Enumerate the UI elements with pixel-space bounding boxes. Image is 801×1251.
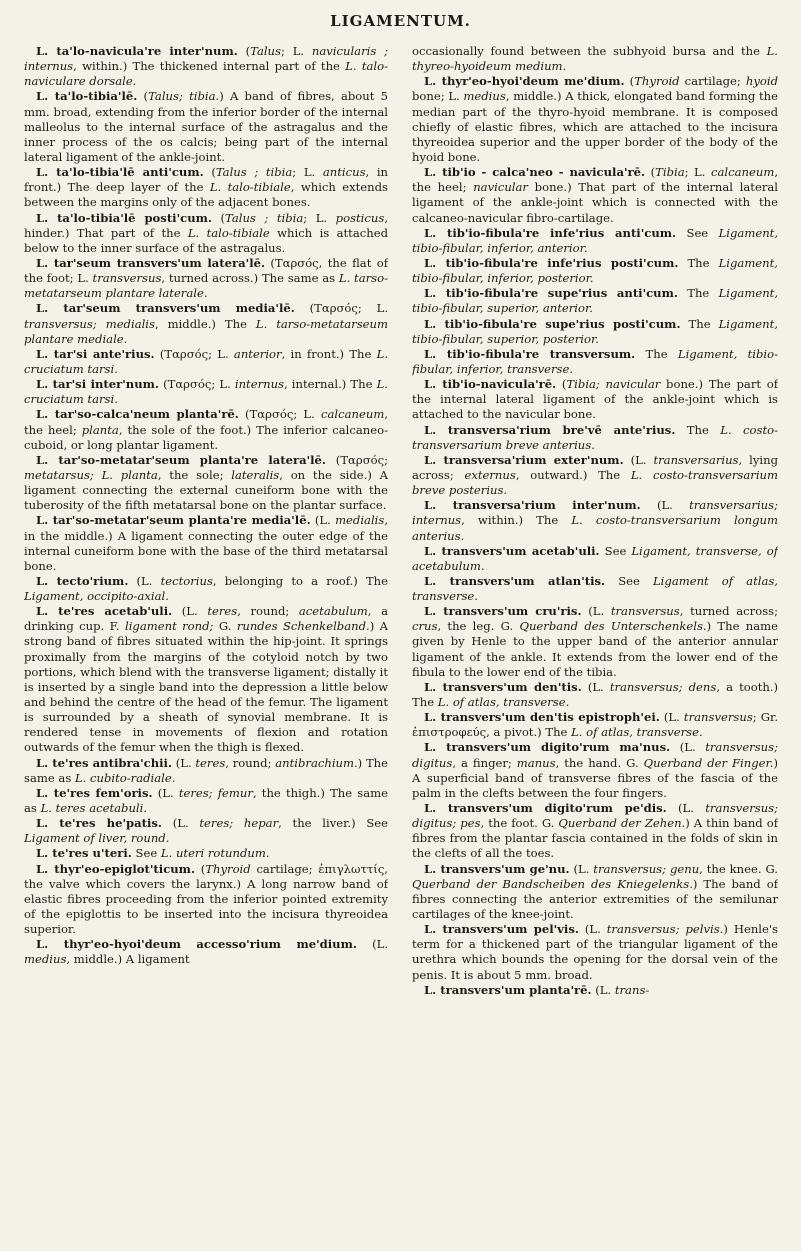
entry-headword: L. tib'io - calca'neo - navicula'rē.: [424, 165, 646, 180]
entry-italic-text: teres; hepar: [199, 816, 279, 831]
dictionary-entry: [412, 74, 778, 165]
dictionary-entry: [24, 44, 388, 89]
entry-text: , internal.) The: [284, 377, 377, 392]
entry-headword: L. ta'lo-tibia'lē posti'cum.: [36, 210, 212, 225]
entry-headword: L. tecto'rium.: [36, 573, 129, 588]
dictionary-entry: [412, 453, 778, 498]
entry-italic-text: Talus ; tibia: [215, 165, 293, 180]
entry-text: bone.) The part of the internal lateral ligament of the ankle-joint which is attached to the navicular bone.: [412, 377, 778, 422]
entry-italic-text: Ligament of liver, round.: [24, 831, 170, 846]
dictionary-entry: [412, 801, 778, 862]
entry-text: (: [245, 44, 251, 58]
entry-text: ) The band of fibres connecting the anterior extremities of the semilunar cartilages of the knee-joint.: [412, 876, 778, 922]
entry-italic-text: Thyroid: [205, 861, 251, 876]
entry-italic-text: Thyroid: [634, 74, 680, 89]
entry-headword: L. tib'io-fibula're transversum.: [424, 346, 636, 361]
entry-italic-text: teres; femur: [178, 785, 253, 800]
entry-headword: L. transvers'um planta'rē.: [424, 982, 592, 997]
entry-text: , a tooth.) The: [412, 679, 778, 710]
entry-italic-text: Ligament, tibio-fibular, inferior, anterior.: [412, 225, 778, 255]
entry-text: See: [604, 543, 632, 558]
entry-italic-text: L. cruciatum tarsi.: [24, 346, 388, 376]
entry-headword: L. tib'io-fibula're infe'rius posti'cum.: [424, 255, 679, 270]
entry-text: occasionally found between the subhyoid bursa and the: [412, 44, 767, 58]
entry-italic-text: Ligament, occipito-axial.: [24, 589, 169, 604]
dictionary-entry: [24, 89, 388, 165]
entry-italic-text: L. tarso-metatarseum plantare mediale.: [24, 316, 388, 346]
entry-italic-text: L. costo-transversarium breve posterius.: [412, 467, 778, 498]
entry-text: ; L.: [280, 44, 312, 58]
entry-text: (L.: [679, 740, 706, 755]
entry-italic-text: anterior: [233, 346, 282, 361]
entry-headword: L. ta'lo-navicula're inter'num.: [36, 44, 238, 58]
entry-text: (: [200, 861, 206, 876]
entry-italic-text: transversarius: [653, 452, 739, 467]
entry-text: See: [135, 846, 161, 861]
entry-italic-text: L. uteri rotundum.: [160, 846, 270, 861]
entry-headword: L. tib'io-fibula're infe'rius anti'cum.: [424, 225, 677, 240]
dictionary-entry: [24, 256, 388, 301]
entry-italic-text: Talus; tibia.: [148, 89, 220, 104]
dictionary-entry: [24, 862, 388, 938]
entry-text: , the heel;: [412, 165, 778, 195]
entry-italic-text: teres: [195, 755, 226, 770]
entry-text: , within.) The thickened internal part of the: [73, 59, 346, 74]
entry-text: , belonging to a roof.) The: [212, 573, 388, 588]
entry-italic-text: L. cubito-radiale.: [74, 770, 176, 785]
entry-headword: L. transvers'um den'tis epistroph'ei.: [424, 710, 660, 725]
entry-italic-text: Querband der Zehen.: [558, 816, 686, 831]
entry-text: (L.: [181, 604, 208, 619]
entry-text: The: [687, 255, 719, 270]
entry-text: (L.: [678, 801, 706, 816]
dictionary-entry: [412, 922, 778, 983]
entry-text: , outward.) The: [515, 467, 631, 482]
entry-italic-text: L. cruciatum tarsi.: [24, 377, 388, 407]
dictionary-entry: [412, 347, 778, 377]
entry-italic-text: trans-: [614, 982, 650, 997]
entry-text: , round;: [237, 604, 299, 619]
entry-text: , the sole;: [157, 467, 232, 482]
entry-text: cartilage;: [679, 74, 746, 89]
entry-italic-text: planta: [81, 422, 119, 437]
entry-text: (L.: [175, 755, 196, 770]
dictionary-entry: [412, 317, 778, 347]
entry-text: (L.: [172, 816, 200, 831]
entry-italic-text: navicular: [473, 180, 528, 195]
entry-text: (L.: [372, 937, 388, 952]
entry-headword: L. tar'si inter'num.: [36, 377, 159, 392]
entry-italic-text: metatarsus; L. planta: [24, 467, 158, 482]
entry-text: , round;: [225, 755, 276, 770]
entry-headword: L. tar'so-metatar'seum planta're media'lē.: [36, 513, 311, 528]
entry-text: , in front.) The deep layer of the: [24, 165, 388, 195]
dictionary-entry: [24, 513, 388, 574]
entry-italic-text: hyoid: [745, 74, 778, 89]
entry-text: The: [645, 346, 678, 361]
entry-italic-text: transversus; digitus: [412, 740, 778, 770]
entry-text: ) A band of fibres, about 5 mm. broad, extending from the inferior border of the internal malleolus to the internal surface of the astragalus and the inner process of the os calcis; being part of the internal lateral ligament of the ankle-joint.: [24, 89, 388, 164]
entry-headword: L. te'res he'patis.: [36, 816, 162, 831]
entry-text: , a finger;: [452, 755, 517, 770]
dictionary-entry: [412, 604, 778, 680]
entry-italic-text: Tibia; navicular: [566, 377, 661, 392]
entry-headword: L. transversa'rium bre'vē ante'rius.: [424, 422, 676, 437]
entry-italic-text: acetabulum: [298, 604, 368, 619]
entry-italic-text: Tibia: [655, 165, 685, 180]
entry-text: (L.: [573, 861, 594, 876]
right-column: [412, 44, 778, 1244]
dictionary-entry: [24, 937, 388, 967]
entry-italic-text: L. teres acetabuli.: [40, 801, 148, 816]
entry-text: , the heel;: [24, 407, 388, 437]
entry-italic-text: transversus; genu: [593, 861, 700, 876]
entry-headword: L. tar'seum transvers'um latera'lē.: [36, 255, 266, 270]
entry-italic-text: Ligament of atlas, transverse.: [412, 573, 778, 604]
entry-text: The: [687, 286, 719, 301]
entry-italic-text: ligament rond;: [125, 619, 214, 634]
entry-italic-text: Querband der Finger.: [643, 755, 774, 770]
left-column: [24, 44, 388, 1244]
entry-italic-text: Ligament, tibio-fibular, inferior, posterior.: [412, 255, 778, 286]
entry-text: , middle.) A ligament: [66, 952, 190, 967]
entry-italic-text: calcaneum: [711, 165, 775, 180]
entry-headword: L. tib'io-fibula're supe'rius anti'cum.: [424, 286, 678, 301]
entry-italic-text: transversarius; internus: [412, 498, 778, 528]
entry-italic-text: Talus: [250, 44, 281, 58]
entry-italic-text: Ligament, tibio-fibular, superior, anterior.: [412, 286, 778, 316]
entry-text: (Ταρσός;: [335, 452, 388, 467]
dictionary-entry: [24, 846, 388, 861]
entry-headword: L. transvers'um digito'rum ma'nus.: [424, 740, 671, 755]
dictionary-entry: [24, 407, 388, 452]
dictionary-entry: [412, 680, 778, 710]
entry-headword: L. tar'so-metatar'seum planta're latera'lē.: [36, 452, 326, 467]
dictionary-entry: [24, 301, 388, 346]
entry-italic-text: L. thyreo-hyoideum medium.: [412, 44, 778, 74]
entry-italic-text: Ligament, tibio-fibular, superior, posterior.: [412, 316, 778, 346]
entry-headword: L. tib'io-navicula'rē.: [424, 377, 557, 392]
entry-text: , middle.) A thick, elongated band forming the median part of the thyro-hyoid membrane. It is composed chiefly of elastic fibres, which are attached to the incisura thyreoidea superior and the upper border of the body of the hyoid bone.: [412, 89, 778, 164]
entry-italic-text: posticus: [335, 210, 385, 225]
entry-italic-text: externus: [464, 467, 516, 482]
entry-text: (L.: [587, 679, 610, 694]
dictionary-entry: [24, 165, 388, 210]
entry-text: , on the side.) A ligament connecting the external cuneiform bone with the tuberosity of the fifth metatarsal bone on the plantar surface.: [24, 467, 388, 513]
entry-text: , the liver.) See: [278, 816, 388, 831]
entry-text: (: [561, 377, 567, 392]
entry-headword: L. te'res u'teri.: [36, 846, 132, 861]
entry-italic-text: L. tarso-metatarseum plantare laterale.: [24, 271, 388, 301]
entry-headword: L. thyr'eo-hyoi'deum me'dium.: [424, 74, 625, 89]
entry-text: (L.: [656, 498, 690, 513]
entry-text: (L.: [136, 573, 161, 588]
entry-italic-text: L. talo-tibiale: [209, 180, 291, 195]
entry-text: (Ταρσός; L.: [309, 301, 388, 316]
entry-text: ) A thin band of fibres from the plantar fascia contained in the folds of skin in the clefts of all the toes.: [412, 816, 778, 861]
dictionary-entry: [24, 786, 388, 816]
entry-text: See: [686, 225, 719, 240]
entry-text: ) The name given by Henle to the upper band of the anterior annular ligament of the ankle. It extends from the lower end of the fibula to the lower end of the tibia.: [412, 619, 778, 679]
entry-text: , within.) The: [461, 513, 572, 528]
entry-text: (L.: [588, 604, 611, 619]
entry-headword: L. transvers'um digito'rum pe'dis.: [424, 801, 667, 816]
entry-text: ; L.: [303, 210, 336, 225]
entry-headword: L. te'res antibra'chii.: [36, 755, 172, 770]
entry-italic-text: Querband des Unterschenkels.: [519, 619, 707, 634]
dictionary-entry: [24, 453, 388, 514]
entry-italic-text: transversus: [92, 271, 162, 286]
entry-italic-text: medius: [24, 952, 67, 967]
dictionary-entry: [412, 423, 778, 453]
entry-text: ; Gr. ἐπιστροφεύς, a pivot.) The: [412, 710, 778, 740]
entry-text: , the knee. G.: [699, 861, 778, 876]
entry-italic-text: teres: [207, 604, 238, 619]
entry-text: (: [220, 210, 225, 225]
entry-italic-text: navicularis ; internus: [24, 44, 388, 74]
entry-headword: L. te'res acetab'uli.: [36, 604, 173, 619]
dictionary-entry: [412, 862, 778, 923]
dictionary-entry: [412, 574, 778, 604]
entry-italic-text: transversus; dens: [609, 679, 717, 694]
entry-headword: L. tar'seum transvers'um media'lē.: [36, 301, 295, 316]
entry-headword: L. transvers'um den'tis.: [424, 679, 582, 694]
entry-text: ) The same as: [24, 755, 388, 785]
dictionary-entry: [412, 165, 778, 226]
entry-text: ) Henle's term for a thickened part of the triangular ligament of the urethra which bounds the opening for the dorsal vein of the penis. It is about 5 mm. broad.: [412, 922, 778, 982]
entry-italic-text: anticus: [322, 165, 366, 180]
entry-headword: L. transversa'rium inter'num.: [424, 498, 641, 513]
entry-text: ) A superficial band of transverse fibres of the fascia of the palm in the clefts between the four fingers.: [412, 755, 778, 800]
entry-headword: L. thyr'eo-hyoi'deum accesso'rium me'dium.: [36, 937, 357, 952]
entry-text: , turned across.) The same as: [161, 271, 339, 286]
entry-italic-text: Ligament, tibio-fibular, inferior, transverse.: [412, 346, 778, 376]
entry-text: , the leg. G.: [437, 619, 520, 634]
entry-text: The: [686, 422, 721, 437]
entry-italic-text: transversus; digitus; pes: [412, 801, 778, 831]
entry-text: (L.: [663, 710, 684, 725]
entry-italic-text: Talus ; tibia: [225, 210, 304, 225]
entry-italic-text: transversus: [683, 710, 753, 725]
entry-text: (Ταρσός; L.: [159, 346, 234, 361]
entry-headword: L. ta'lo-tibia'lē.: [36, 89, 138, 104]
entry-text: (: [211, 165, 216, 180]
entry-italic-text: L. talo-naviculare dorsale.: [24, 59, 388, 89]
entry-text: (L.: [584, 922, 607, 937]
entry-text: ) A strong band of fibres situated within the hip-joint. It springs proximally from the margins of the cotyloid notch by two portions, which blend with the transverse ligament; distally it is inserted by a single band into the depression a little below and behind the centre of the head of the femur. The ligament is surrounded by a sheath of synovial membrane. It is rendered tense in movements of flexion and rotation outwards of the femur when the thigh is flexed.: [24, 619, 388, 755]
entry-text: (: [650, 165, 656, 180]
entry-italic-text: medialis: [335, 513, 385, 528]
entry-text: (L.: [595, 982, 615, 997]
entry-headword: L. transvers'um cru'ris.: [424, 604, 582, 619]
entry-headword: L. tib'io-fibula're supe'rius posti'cum.: [424, 316, 681, 331]
entry-italic-text: rundes Schenkelband.: [236, 619, 370, 634]
dictionary-entry: [412, 983, 778, 998]
dictionary-entry: [24, 756, 388, 786]
entry-italic-text: L. talo-tibiale: [187, 225, 270, 240]
running-head: LIGAMENTUM.: [330, 12, 471, 30]
entry-italic-text: internus: [234, 377, 284, 392]
entry-italic-text: manus: [516, 755, 556, 770]
entry-text: (Ταρσός; L.: [245, 407, 321, 422]
entry-text: , middle.) The: [154, 316, 256, 331]
entry-text: The: [688, 316, 719, 331]
entry-text: , in front.) The: [281, 346, 377, 361]
entry-italic-text: Ligament, transverse, of acetabulum.: [412, 543, 778, 573]
entry-text: bone; L.: [412, 89, 464, 104]
entry-italic-text: L. of atlas, transverse.: [437, 695, 570, 710]
dictionary-entry: [412, 226, 778, 256]
entry-text: , the thigh.) The same as: [24, 785, 388, 816]
dictionary-entry: [412, 710, 778, 740]
entry-text: , turned across;: [679, 604, 778, 619]
dictionary-entry: [412, 544, 778, 574]
entry-text: G.: [213, 619, 237, 634]
entry-italic-text: transversus: [610, 604, 680, 619]
entry-text: (L.: [314, 513, 336, 528]
dictionary-entry: [412, 44, 778, 74]
entry-text: See: [618, 573, 653, 588]
entry-italic-text: crus: [412, 619, 438, 634]
dictionary-entry: [412, 256, 778, 286]
entry-headword: L. te'res fem'oris.: [36, 785, 153, 800]
entry-italic-text: transversus; medialis: [24, 316, 155, 331]
dictionary-entry: [412, 740, 778, 801]
dictionary-entry: [24, 574, 388, 604]
entry-text: (Ταρσός; L.: [163, 377, 235, 392]
dictionary-entry: [412, 286, 778, 316]
dictionary-entry: [24, 816, 388, 846]
entry-headword: L. transvers'um acetab'uli.: [424, 543, 600, 558]
entry-text: (L.: [630, 452, 654, 467]
entry-text: , in the middle.) A ligament connecting the outer edge of the internal cuneiform bone with the base of the third metatarsal bone.: [24, 513, 388, 573]
entry-text: , the sole of the foot.) The inferior calcaneo-cuboid, or long plantar ligament.: [24, 422, 388, 452]
entry-text: ; L.: [684, 165, 711, 180]
entry-headword: L. ta'lo-tibia'lē anti'cum.: [36, 165, 204, 180]
dictionary-entry: [24, 347, 388, 377]
entry-headword: L. tar'so-calca'neum planta'rē.: [36, 407, 239, 422]
entry-headword: L. thyr'eo-epiglot'ticum.: [36, 861, 195, 876]
dictionary-entry: [24, 377, 388, 407]
entry-italic-text: Querband der Bandscheiben des Kniegelenks.: [412, 876, 693, 891]
dictionary-entry: [24, 604, 388, 755]
entry-text: , the hand. G.: [555, 755, 644, 770]
entry-text: (L.: [157, 785, 179, 800]
entry-headword: L. transversa'rium exter'num.: [424, 452, 624, 467]
entry-text: (: [143, 89, 149, 104]
dictionary-entry: [412, 377, 778, 422]
entry-italic-text: L. costo-transversarium longum anterius.: [412, 513, 778, 543]
entry-italic-text: antibrachium.: [275, 755, 358, 770]
entry-headword: L. transvers'um ge'nu.: [424, 861, 570, 876]
entry-text: cartilage; ἐπιγλωττίς, the valve which covers the larynx.) A long narrow band of elastic fibres proceeding from the inferior pointed extremity of the epiglottis to be inserted into the incisura thyreoidea superior.: [24, 861, 388, 937]
dictionary-entry: [24, 211, 388, 256]
entry-text: , the foot. G.: [480, 816, 559, 831]
entry-text: ; L.: [292, 165, 323, 180]
entry-italic-text: L. of atlas, transverse.: [571, 725, 703, 740]
dictionary-entry: [412, 498, 778, 543]
entry-italic-text: tectorius: [160, 573, 213, 588]
entry-text: , hinder.) That part of the: [24, 210, 388, 240]
entry-italic-text: medius: [463, 89, 506, 104]
entry-headword: L. transvers'um pel'vis.: [424, 922, 579, 937]
entry-headword: L. tar'si ante'rius.: [36, 346, 155, 361]
entry-text: which is attached below to the inner surface of the astragalus.: [24, 225, 388, 255]
entry-text: , a drinking cup. F.: [24, 604, 388, 634]
entry-headword: L. transvers'um atlan'tis.: [424, 573, 606, 588]
entry-italic-text: calcaneum: [321, 407, 385, 422]
entry-text: (: [629, 74, 635, 89]
entry-italic-text: transversus; pelvis.: [606, 922, 724, 937]
entry-text: , lying across;: [412, 452, 778, 482]
entry-text: bone.) That part of the internal lateral ligament of the ankle-joint which is connected with the calcaneo-navicular fibro-cartilage.: [412, 180, 778, 225]
entry-italic-text: lateralis: [231, 467, 280, 482]
entry-italic-text: L. costo-transversarium breve anterius.: [412, 422, 778, 452]
entry-text: (Ταρσός, the flat of the foot; L.: [24, 255, 388, 286]
entry-text: , which extends between the margins only of the adjacent bones.: [24, 180, 388, 210]
